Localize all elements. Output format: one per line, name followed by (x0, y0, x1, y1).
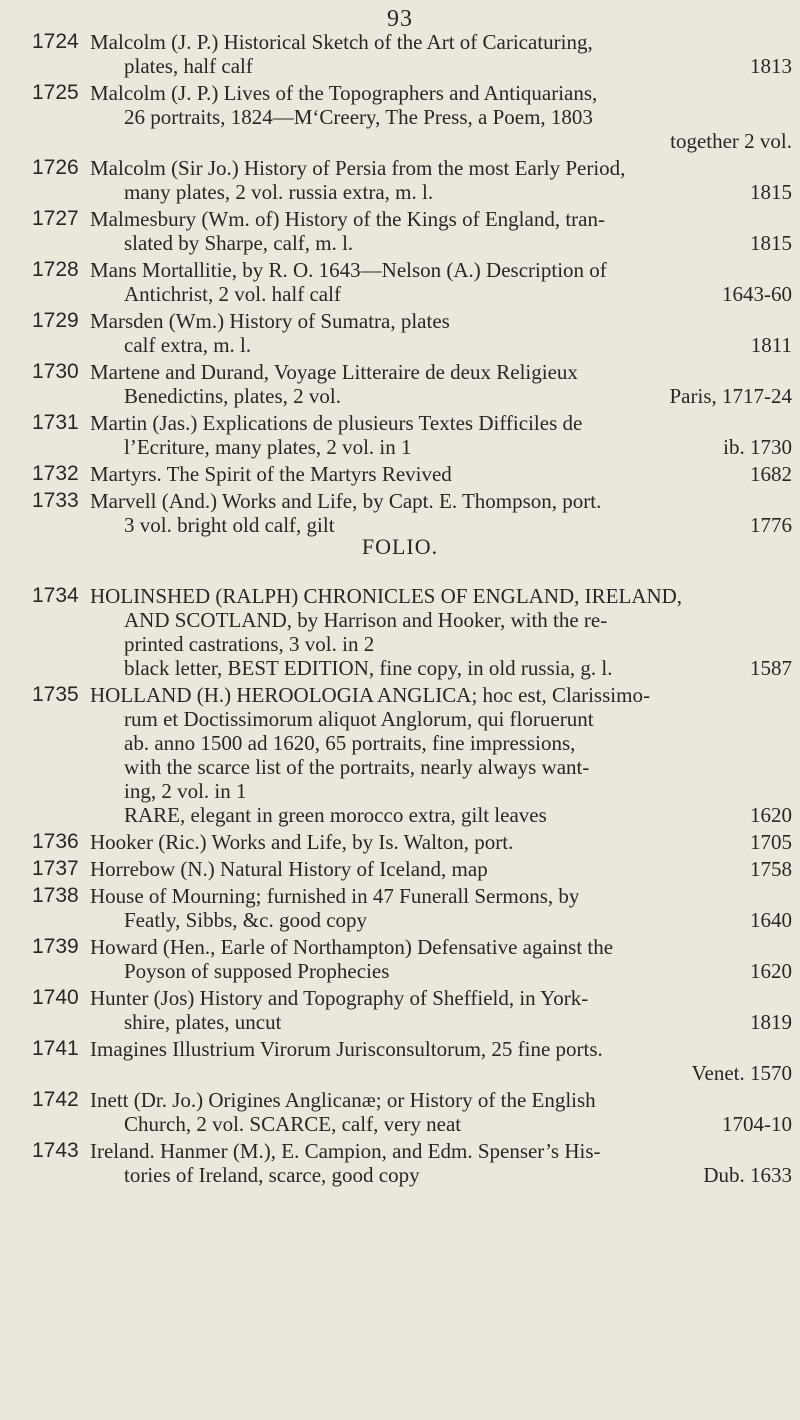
entry-line (124, 105, 792, 129)
catalogue-entry (0, 81, 800, 153)
entry-text: Featly, Sibbs, &c. good copy (124, 908, 368, 932)
lot-number: 1727 (32, 207, 79, 230)
lot-number: 1740 (32, 986, 79, 1009)
catalogue-entry (0, 411, 800, 459)
entry-text: Martene and Durand, Voyage Litteraire de deux Religieux (90, 360, 578, 384)
entry-text: HOLLAND (H.) HEROOLOGIA ANGLICA; hoc est, Clarissimo- (90, 683, 650, 707)
entry-line (124, 435, 792, 459)
catalogue-entry (0, 683, 800, 827)
entry-date: 1776 (750, 513, 792, 537)
catalogue-entry (0, 584, 800, 680)
entry-line (124, 779, 792, 803)
entry-line (124, 959, 792, 983)
entry-date: 1643-60 (722, 282, 792, 306)
entry-date: ib. 1730 (723, 435, 792, 459)
entry-line (124, 54, 792, 78)
entry-line (124, 129, 792, 153)
entry-date: 1811 (750, 333, 792, 357)
catalogue-entry (0, 360, 800, 408)
entry-text: tories of Ireland, scarce, good copy (124, 1163, 420, 1187)
lot-number: 1728 (32, 258, 79, 281)
entry-date: 1815 (750, 231, 792, 255)
entry-text: Ireland. Hanmer (M.), E. Campion, and Edm. Spenser’s His- (90, 1139, 601, 1163)
entry-line (90, 884, 792, 908)
entry-text: Malcolm (Sir Jo.) History of Persia from the most Early Period, (90, 156, 626, 180)
entry-date: 1620 (750, 959, 792, 983)
entry-line (90, 258, 792, 282)
entry-text: Marvell (And.) Works and Life, by Capt. E. Thompson, port. (90, 489, 602, 513)
catalogue-entry (0, 1037, 800, 1085)
catalogue-entries-folio (0, 584, 800, 1190)
lot-number: 1729 (32, 309, 79, 332)
entry-date: Venet. 1570 (691, 1061, 792, 1085)
entry-text: Mans Mortallitie, by R. O. 1643—Nelson (A.) Description of (90, 258, 607, 282)
lot-number: 1742 (32, 1088, 79, 1111)
entry-line (90, 857, 792, 881)
entry-date: 1587 (750, 656, 792, 680)
catalogue-entry (0, 857, 800, 881)
entry-text: rum et Doctissimorum aliquot Anglorum, qui floruerunt (124, 707, 594, 731)
lot-number: 1733 (32, 489, 79, 512)
entry-text: HOLINSHED (RALPH) CHRONICLES OF ENGLAND, IRELAND, (90, 584, 683, 608)
entry-line (124, 1010, 792, 1034)
entry-line (90, 683, 792, 707)
catalogue-entry (0, 1139, 800, 1187)
entry-text: slated by Sharpe, calf, m. l. (124, 231, 354, 255)
entry-text: House of Mourning; furnished in 47 Funerall Sermons, by (90, 884, 580, 908)
entry-date: Dub. 1633 (703, 1163, 792, 1187)
entry-line (124, 632, 792, 656)
entry-text: Inett (Dr. Jo.) Origines Anglicanæ; or History of the English (90, 1088, 596, 1112)
entry-line (90, 30, 792, 54)
section-heading-folio: FOLIO. (361, 534, 439, 559)
entry-line (90, 584, 792, 608)
entry-text: many plates, 2 vol. russia extra, m. l. (124, 180, 434, 204)
entry-line (124, 656, 792, 680)
lot-number: 1724 (32, 30, 79, 53)
lot-number: 1736 (32, 830, 79, 853)
lot-number: 1738 (32, 884, 79, 907)
entry-date: 1704-10 (722, 1112, 792, 1136)
entry-text: Hunter (Jos) History and Topography of Sheffield, in York- (90, 986, 589, 1010)
entry-date: 1813 (750, 54, 792, 78)
entry-line (124, 908, 792, 932)
entry-line (90, 1088, 792, 1112)
entry-line (90, 489, 792, 513)
lot-number: 1730 (32, 360, 79, 383)
catalogue-entry (0, 884, 800, 932)
catalogue-entry (0, 156, 800, 204)
entry-line (124, 755, 792, 779)
entry-line (124, 1112, 792, 1136)
entry-text: ab. anno 1500 ad 1620, 65 portraits, fine impressions, (124, 731, 576, 755)
entry-text: Church, 2 vol. SCARCE, calf, very neat (124, 1112, 462, 1136)
entry-text: printed castrations, 3 vol. in 2 (124, 632, 375, 656)
entry-date: Paris, 1717-24 (669, 384, 792, 408)
lot-number: 1732 (32, 462, 79, 485)
entry-text: Antichrist, 2 vol. half calf (124, 282, 341, 306)
catalogue-entry (0, 207, 800, 255)
entry-text: RARE, elegant in green morocco extra, gilt leaves (124, 803, 547, 827)
catalogue-entry (0, 462, 800, 486)
entry-line (124, 1163, 792, 1187)
entry-line (90, 156, 792, 180)
catalogue-entries-octavo (0, 30, 800, 540)
entry-line (90, 360, 792, 384)
entry-text: with the scarce list of the portraits, nearly always want- (124, 755, 590, 779)
entry-line (90, 1037, 792, 1061)
catalogue-entry (0, 309, 800, 357)
entry-text: Hooker (Ric.) Works and Life, by Is. Walton, port. (90, 830, 514, 854)
entry-date: 1758 (750, 857, 792, 881)
entry-line (124, 608, 792, 632)
catalogue-entry (0, 986, 800, 1034)
entry-line (124, 803, 792, 827)
entry-text: shire, plates, uncut (124, 1010, 282, 1034)
entry-date: together 2 vol. (670, 129, 792, 153)
catalogue-entry (0, 30, 800, 78)
entry-text: Malcolm (J. P.) Lives of the Topographers and Antiquarians, (90, 81, 598, 105)
entry-text: calf extra, m. l. (124, 333, 252, 357)
entry-date: 1682 (750, 462, 792, 486)
entry-text: Horrebow (N.) Natural History of Iceland, map (90, 857, 488, 881)
entry-line (124, 231, 792, 255)
lot-number: 1737 (32, 857, 79, 880)
entry-line (124, 1061, 792, 1085)
lot-number: 1734 (32, 584, 79, 607)
entry-text: Marsden (Wm.) History of Sumatra, plates (90, 309, 450, 333)
entry-text: Malcolm (J. P.) Historical Sketch of the Art of Caricaturing, (90, 30, 593, 54)
catalogue-entry (0, 935, 800, 983)
entry-line (124, 282, 792, 306)
entry-line (124, 333, 792, 357)
entry-line (90, 462, 792, 486)
catalogue-entry (0, 830, 800, 854)
entry-line (90, 830, 792, 854)
lot-number: 1735 (32, 683, 79, 706)
entry-text: Benedictins, plates, 2 vol. (124, 384, 341, 408)
entry-date: 1620 (750, 803, 792, 827)
entry-text: Malmesbury (Wm. of) History of the Kings of England, tran- (90, 207, 605, 231)
entry-text: plates, half calf (124, 54, 253, 78)
entry-text: AND SCOTLAND, by Harrison and Hooker, with the re- (124, 608, 608, 632)
entry-line (90, 309, 792, 333)
lot-number: 1741 (32, 1037, 79, 1060)
entry-date: 1815 (750, 180, 792, 204)
entry-text: Martyrs. The Spirit of the Martyrs Revived (90, 462, 452, 486)
entry-date: 1705 (750, 830, 792, 854)
catalogue-entry (0, 258, 800, 306)
entry-date: 1640 (750, 908, 792, 932)
entry-text: ing, 2 vol. in 1 (124, 779, 247, 803)
entry-text: Poyson of supposed Prophecies (124, 959, 390, 983)
entry-line (124, 707, 792, 731)
entry-text: black letter, BEST EDITION, fine copy, in old russia, g. l. (124, 656, 613, 680)
lot-number: 1731 (32, 411, 79, 434)
entry-line (90, 986, 792, 1010)
entry-line (90, 81, 792, 105)
lot-number: 1743 (32, 1139, 79, 1162)
entry-line (90, 207, 792, 231)
lot-number: 1739 (32, 935, 79, 958)
entry-line (124, 384, 792, 408)
entry-line (124, 180, 792, 204)
entry-line (90, 935, 792, 959)
lot-number: 1726 (32, 156, 79, 179)
entry-text: 26 portraits, 1824—M‘Creery, The Press, a Poem, 1803 (124, 105, 593, 129)
entry-line (90, 1139, 792, 1163)
catalogue-entry (0, 489, 800, 537)
entry-text: 3 vol. bright old calf, gilt (124, 513, 335, 537)
entry-text: l’Ecriture, many plates, 2 vol. in 1 (124, 435, 412, 459)
entry-line (90, 411, 792, 435)
lot-number: 1725 (32, 81, 79, 104)
entry-text: Howard (Hen., Earle of Northampton) Defensative against the (90, 935, 614, 959)
entry-text: Imagines Illustrium Virorum Jurisconsultorum, 25 fine ports. (90, 1037, 603, 1061)
page-number: 93 (387, 6, 413, 32)
entry-text: Martin (Jas.) Explications de plusieurs Textes Difficiles de (90, 411, 583, 435)
entry-line (124, 731, 792, 755)
entry-date: 1819 (750, 1010, 792, 1034)
catalogue-entry (0, 1088, 800, 1136)
